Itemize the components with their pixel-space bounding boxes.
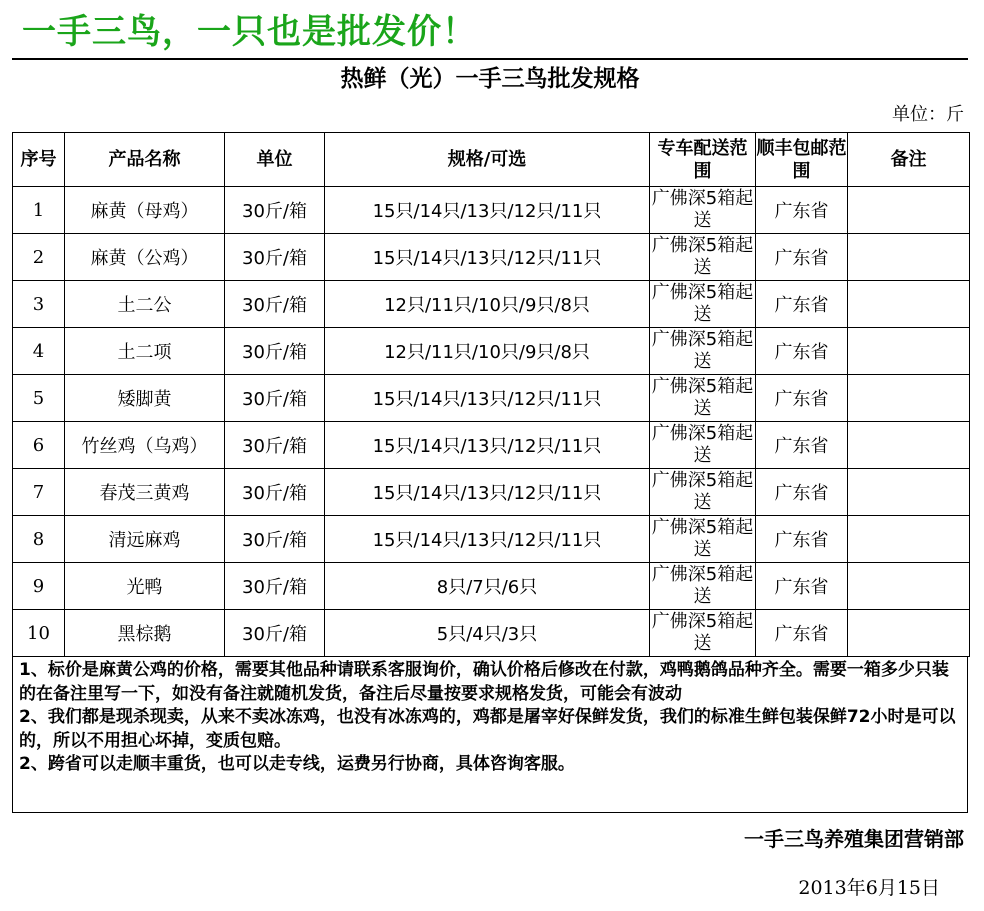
- cell-sf: 广东省: [756, 563, 848, 610]
- cell-delivery: 广佛深5箱起送: [650, 469, 756, 516]
- cell-no: 5: [13, 375, 65, 422]
- cell-delivery: 广佛深5箱起送: [650, 422, 756, 469]
- cell-spec: 5只/4只/3只: [325, 610, 650, 657]
- cell-unit: 30斤/箱: [225, 469, 325, 516]
- cell-delivery: 广佛深5箱起送: [650, 281, 756, 328]
- cell-delivery: 广佛深5箱起送: [650, 234, 756, 281]
- cell-spec: 12只/11只/10只/9只/8只: [325, 328, 650, 375]
- cell-note: [848, 187, 970, 234]
- cell-spec: 8只/7只/6只: [325, 563, 650, 610]
- cell-note: [848, 422, 970, 469]
- table-row: [13, 563, 970, 610]
- cell-spec: 12只/11只/10只/9只/8只: [325, 281, 650, 328]
- cell-sf: 广东省: [756, 375, 848, 422]
- cell-delivery: 广佛深5箱起送: [650, 516, 756, 563]
- cell-name: 麻黄（母鸡）: [65, 187, 225, 234]
- table-row: [13, 281, 970, 328]
- header-delivery: 专车配送范围: [650, 133, 756, 187]
- cell-spec: 15只/14只/13只/12只/11只: [325, 234, 650, 281]
- cell-note: [848, 469, 970, 516]
- cell-name: 黑棕鹅: [65, 610, 225, 657]
- cell-spec: 15只/14只/13只/12只/11只: [325, 375, 650, 422]
- table-row: [13, 187, 970, 234]
- cell-unit: 30斤/箱: [225, 328, 325, 375]
- cell-name: 光鸭: [65, 563, 225, 610]
- cell-name: 竹丝鸡（乌鸡）: [65, 422, 225, 469]
- cell-unit: 30斤/箱: [225, 281, 325, 328]
- cell-unit: 30斤/箱: [225, 563, 325, 610]
- cell-sf: 广东省: [756, 328, 848, 375]
- cell-unit: 30斤/箱: [225, 610, 325, 657]
- page-title: 热鲜（光）一手三鸟批发规格: [340, 66, 640, 92]
- cell-note: [848, 328, 970, 375]
- top-divider: [12, 58, 968, 60]
- cell-note: [848, 563, 970, 610]
- cell-note: [848, 375, 970, 422]
- note-3: 2、跨省可以走顺丰重货，也可以走专线，运费另行协商，具体咨询客服。: [19, 754, 575, 774]
- cell-unit: 30斤/箱: [225, 187, 325, 234]
- cell-spec: 15只/14只/13只/12只/11只: [325, 516, 650, 563]
- cell-name: 春茂三黄鸡: [65, 469, 225, 516]
- organization-name: 一手三鸟养殖集团营销部: [744, 827, 964, 851]
- table-row: [13, 422, 970, 469]
- cell-sf: 广东省: [756, 469, 848, 516]
- note-2: 2、我们都是现杀现卖，从来不卖冰冻鸡，也没有冰冻鸡的，鸡都是屠宰好保鲜发货，我们的标准生鲜包装保鲜72小时是可以的，所以不用担心坏掉，变质包赔。: [19, 707, 956, 751]
- cell-note: [848, 234, 970, 281]
- cell-no: 1: [13, 187, 65, 234]
- cell-unit: 30斤/箱: [225, 516, 325, 563]
- cell-sf: 广东省: [756, 516, 848, 563]
- header-name: 产品名称: [65, 133, 225, 187]
- cell-delivery: 广佛深5箱起送: [650, 610, 756, 657]
- cell-sf: 广东省: [756, 422, 848, 469]
- header-note: 备注: [848, 133, 970, 187]
- document-date: 2013年6月15日: [798, 877, 940, 899]
- table-row: [13, 375, 970, 422]
- cell-note: [848, 516, 970, 563]
- cell-sf: 广东省: [756, 281, 848, 328]
- cell-spec: 15只/14只/13只/12只/11只: [325, 469, 650, 516]
- cell-delivery: 广佛深5箱起送: [650, 563, 756, 610]
- cell-sf: 广东省: [756, 187, 848, 234]
- cell-no: 2: [13, 234, 65, 281]
- cell-name: 清远麻鸡: [65, 516, 225, 563]
- note-1: 1、标价是麻黄公鸡的价格，需要其他品种请联系客服询价，确认价格后修改在付款，鸡鸭鹅鸽品种齐全。需要一箱多少只装的在备注里写一下，如没有备注就随机发货，备注后尽量按要求规格发货，可能会有波动: [19, 660, 949, 704]
- banner-slogan: 一手三鸟，一只也是批发价！: [22, 12, 477, 52]
- header-spec: 规格/可选: [325, 133, 650, 187]
- spec-table: [12, 132, 970, 657]
- cell-name: 麻黄（公鸡）: [65, 234, 225, 281]
- cell-unit: 30斤/箱: [225, 375, 325, 422]
- header-unit: 单位: [225, 133, 325, 187]
- header-no: 序号: [13, 133, 65, 187]
- cell-no: 4: [13, 328, 65, 375]
- cell-no: 6: [13, 422, 65, 469]
- cell-name: 土二项: [65, 328, 225, 375]
- cell-no: 8: [13, 516, 65, 563]
- cell-unit: 30斤/箱: [225, 422, 325, 469]
- table-row: [13, 234, 970, 281]
- cell-delivery: 广佛深5箱起送: [650, 375, 756, 422]
- cell-delivery: 广佛深5箱起送: [650, 187, 756, 234]
- cell-spec: 15只/14只/13只/12只/11只: [325, 422, 650, 469]
- table-row: [13, 328, 970, 375]
- cell-no: 10: [13, 610, 65, 657]
- cell-unit: 30斤/箱: [225, 234, 325, 281]
- cell-name: 矮脚黄: [65, 375, 225, 422]
- cell-note: [848, 610, 970, 657]
- cell-spec: 15只/14只/13只/12只/11只: [325, 187, 650, 234]
- cell-delivery: 广佛深5箱起送: [650, 328, 756, 375]
- cell-sf: 广东省: [756, 610, 848, 657]
- header-sf: 顺丰包邮范围: [756, 133, 848, 187]
- cell-no: 3: [13, 281, 65, 328]
- table-row: [13, 516, 970, 563]
- unit-label: 单位：斤: [892, 104, 964, 125]
- cell-note: [848, 281, 970, 328]
- cell-no: 7: [13, 469, 65, 516]
- cell-sf: 广东省: [756, 234, 848, 281]
- notes-section: [12, 657, 968, 813]
- cell-no: 9: [13, 563, 65, 610]
- cell-name: 土二公: [65, 281, 225, 328]
- table-row: [13, 610, 970, 657]
- table-row: [13, 469, 970, 516]
- table-header-row: [13, 133, 970, 187]
